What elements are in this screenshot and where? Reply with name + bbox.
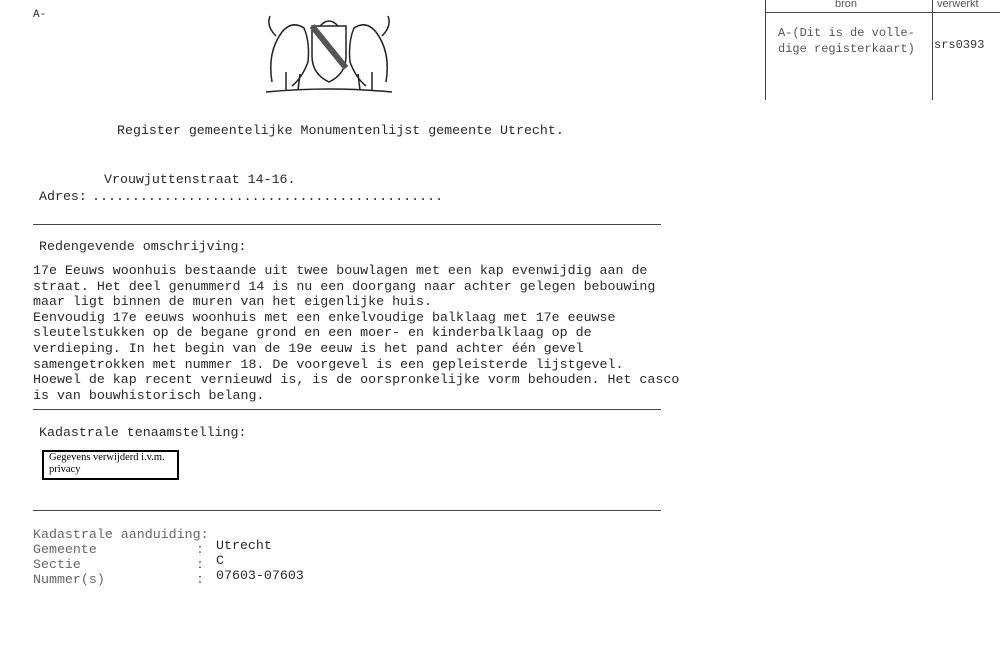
address-dots: ............................................ <box>92 189 444 204</box>
verwerkt-header: verwerkt <box>937 0 979 10</box>
cadastral-key: Sectie <box>33 557 81 572</box>
divider <box>33 409 661 410</box>
colon-separator: : <box>196 542 204 557</box>
address-label: Adres: <box>39 189 87 204</box>
cadastral-value: C <box>216 553 224 568</box>
colon-separator: : <box>196 557 204 572</box>
cadastral-value: Utrecht <box>216 538 272 553</box>
source-table <box>765 0 1000 100</box>
owner-label: Kadastrale tenaamstelling: <box>39 425 247 440</box>
cadastral-key: Nummer(s) <box>33 572 105 587</box>
cadastral-label: Kadastrale aanduiding: <box>33 527 209 542</box>
cadastral-key: Gemeente <box>33 542 97 557</box>
bron-header: bron <box>835 0 858 10</box>
coat-of-arms-icon <box>262 12 396 96</box>
cadastral-value: 07603-07603 <box>216 568 304 583</box>
divider <box>33 224 661 225</box>
description-text: 17e Eeuws woonhuis bestaande uit twee bouwlagen met een kap evenwijdig aan de straat. Het deel genummerd 14 is nu een doorgang naar achter gelegen bebouwing maar ligt binnen de muren van het eigenlijke huis. Eenvoudig 17e eeuws woonhuis met een enkelvoudige balklaag met 17e eeuwse sleutelstukken op de begane grond en een moer- en kinderbalklaag op de verdieping. In het begin van de 19e eeuw is het pand achter één gevel samengetrokken met nummer 18. De voorgevel is een gepleisterde lijstgevel. Hoewel de kap recent vernieuwd is, is de oorspronkelijke vorm behouden. Het casco is van bouwhistorisch belang. <box>33 263 680 403</box>
description-label: Redengevende omschrijving: <box>39 239 247 254</box>
bron-value: A-(Dit is de volle- dige registerkaart) <box>778 26 915 56</box>
address-value: Vrouwjuttenstraat 14-16. <box>104 172 296 187</box>
page-title: Register gemeentelijke Monumentenlijst gemeente Utrecht. <box>117 123 564 138</box>
corner-label: A- <box>33 9 47 21</box>
privacy-notice: Gegevens verwijderd i.v.m. privacy <box>42 450 179 480</box>
colon-separator: : <box>196 572 204 587</box>
verwerkt-value: srs0393 <box>934 38 985 52</box>
divider <box>33 510 661 511</box>
